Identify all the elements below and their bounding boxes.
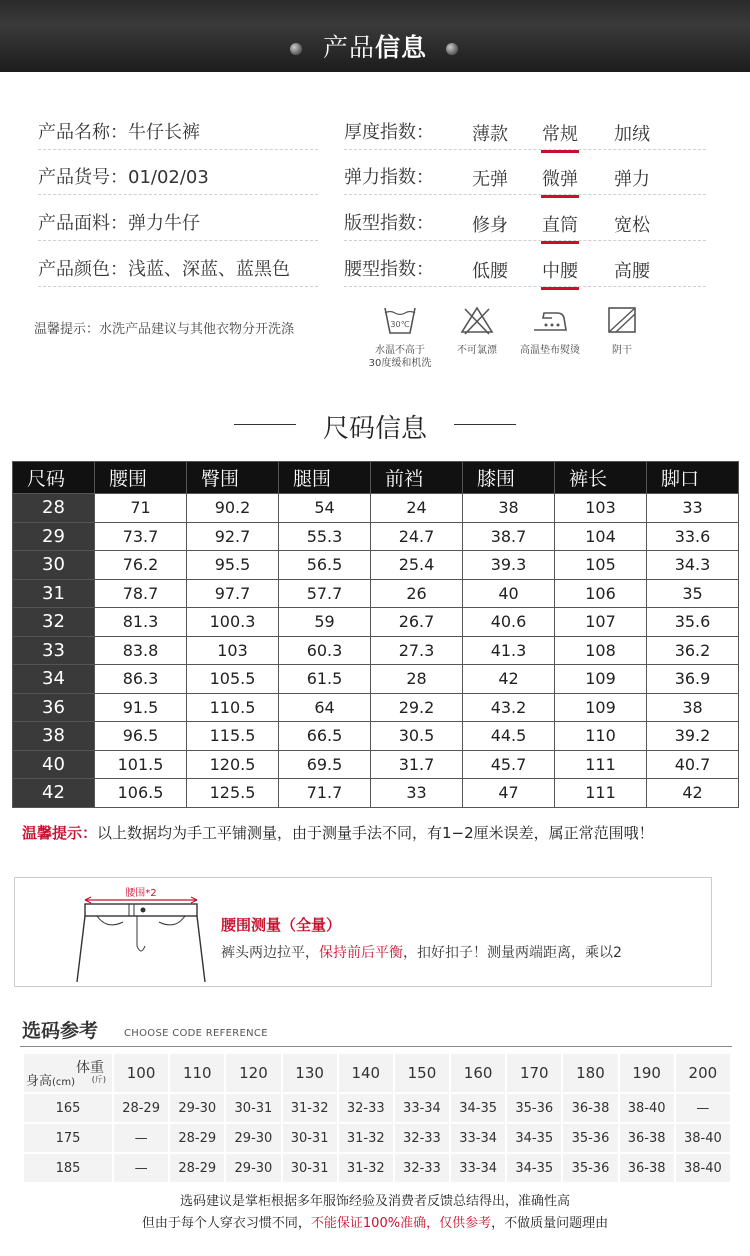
size-value-cell: 64: [279, 693, 371, 722]
banner-title-light: 产品: [322, 33, 375, 62]
index-option: 宽松: [614, 215, 650, 236]
heading-rule-right: [454, 424, 516, 425]
size-row: [13, 551, 739, 580]
reference-size-cell: 28-29: [170, 1124, 224, 1152]
size-value-cell: 92.7: [187, 522, 279, 551]
size-header-cell: 前裆: [371, 462, 463, 494]
size-row: [13, 494, 739, 523]
size-header-cell: 臀围: [187, 462, 279, 494]
size-label-cell: 42: [13, 779, 95, 808]
reference-corner-cell: [24, 1054, 112, 1092]
care-shade-dry-label: 阴干: [612, 345, 632, 356]
reference-size-cell: 33-34: [451, 1154, 505, 1182]
index-option-selected: 微弹: [542, 165, 578, 191]
size-value-cell: 34.3: [647, 551, 739, 580]
reference-size-cell: 35-36: [507, 1094, 561, 1122]
index-label: 厚度指数：: [344, 122, 434, 143]
product-color-row: [38, 243, 318, 287]
index-option: 加绒: [614, 124, 650, 145]
reference-size-cell: —: [114, 1124, 168, 1152]
product-info-banner: [0, 0, 750, 72]
size-value-cell: 44.5: [463, 722, 555, 751]
size-label-cell: 36: [13, 693, 95, 722]
size-value-cell: 66.5: [279, 722, 371, 751]
size-value-cell: 30.5: [371, 722, 463, 751]
wash-30-icon: [382, 304, 418, 336]
weight-label: 体重: [76, 1060, 104, 1076]
size-value-cell: 33: [371, 779, 463, 808]
jeans-waist-diagram: [71, 886, 211, 982]
size-value-cell: 71.7: [279, 779, 371, 808]
reference-size-cell: 36-38: [620, 1154, 674, 1182]
size-value-cell: 105.5: [187, 665, 279, 694]
size-label-cell: 28: [13, 494, 95, 523]
reference-size-cell: 31-32: [283, 1094, 337, 1122]
reference-size-cell: 36-38: [620, 1124, 674, 1152]
size-row: [13, 779, 739, 808]
care-shade-dry: [577, 304, 667, 357]
size-value-cell: 71: [95, 494, 187, 523]
reference-header-row: [24, 1054, 730, 1092]
size-row: [13, 693, 739, 722]
size-value-cell: 103: [187, 636, 279, 665]
size-label-cell: 38: [13, 722, 95, 751]
index-option: 薄款: [472, 124, 508, 145]
reference-size-cell: 36-38: [563, 1094, 617, 1122]
size-value-cell: 24.7: [371, 522, 463, 551]
size-value-cell: 106.5: [95, 779, 187, 808]
size-value-cell: 111: [555, 750, 647, 779]
size-value-cell: 43.2: [463, 693, 555, 722]
reference-size-cell: 38-40: [676, 1154, 730, 1182]
size-value-cell: 38: [463, 494, 555, 523]
reference-size-cell: 34-35: [507, 1124, 561, 1152]
size-value-cell: 45.7: [463, 750, 555, 779]
size-value-cell: 55.3: [279, 522, 371, 551]
weight-header-cell: 170: [507, 1054, 561, 1092]
reference-row: [24, 1124, 730, 1152]
size-value-cell: 101.5: [95, 750, 187, 779]
index-label: 版型指数：: [344, 213, 434, 234]
weight-header-cell: 100: [114, 1054, 168, 1092]
measure-warning: [22, 822, 654, 843]
size-value-cell: 39.3: [463, 551, 555, 580]
height-unit: (cm): [52, 1077, 76, 1088]
size-value-cell: 35.6: [647, 608, 739, 637]
reference-size-cell: 29-30: [226, 1124, 280, 1152]
size-value-cell: 106: [555, 579, 647, 608]
reference-size-cell: 32-33: [395, 1124, 449, 1152]
index-option: 低腰: [472, 261, 508, 282]
size-row: [13, 579, 739, 608]
index-row: [344, 106, 706, 150]
size-value-cell: 109: [555, 693, 647, 722]
care-no-bleach-label: 不可氯漂: [457, 345, 497, 356]
size-value-cell: 38.7: [463, 522, 555, 551]
no-bleach-icon: [459, 304, 495, 336]
size-row: [13, 665, 739, 694]
product-fabric: 产品面料：弹力牛仔: [38, 213, 200, 234]
size-value-cell: 26.7: [371, 608, 463, 637]
height-cell: 165: [24, 1094, 112, 1122]
shade-dry-icon: [604, 304, 640, 336]
reference-title: 选码参考: [22, 1020, 99, 1042]
reference-size-cell: 30-31: [283, 1154, 337, 1182]
size-label-cell: 34: [13, 665, 95, 694]
index-option-selected: 直筒: [542, 211, 578, 237]
size-value-cell: 60.3: [279, 636, 371, 665]
size-label-cell: 33: [13, 636, 95, 665]
product-name: 产品名称：牛仔长裤: [38, 122, 200, 143]
care-iron-label: 高温垫布熨烫: [520, 345, 580, 356]
index-row: [344, 197, 706, 241]
size-value-cell: 36.2: [647, 636, 739, 665]
reference-size-cell: 28-29: [170, 1154, 224, 1182]
weight-header-cell: 190: [620, 1054, 674, 1092]
reference-size-cell: 38-40: [676, 1124, 730, 1152]
reference-size-cell: 38-40: [620, 1094, 674, 1122]
product-fabric-row: [38, 197, 318, 241]
size-value-cell: 36.9: [647, 665, 739, 694]
reference-size-cell: 34-35: [451, 1094, 505, 1122]
size-table-header: [13, 462, 739, 494]
index-row: [344, 243, 706, 287]
reference-size-cell: 29-30: [170, 1094, 224, 1122]
size-value-cell: 42: [463, 665, 555, 694]
size-value-cell: 59: [279, 608, 371, 637]
size-value-cell: 39.2: [647, 722, 739, 751]
size-value-cell: 33: [647, 494, 739, 523]
measure-desc: 裤头两边拉平，保持前后平衡，扣好扣子！测量两端距离，乘以2: [221, 945, 622, 961]
reference-size-cell: 32-33: [395, 1154, 449, 1182]
size-value-cell: 40: [463, 579, 555, 608]
size-value-cell: 100.3: [187, 608, 279, 637]
size-value-cell: 120.5: [187, 750, 279, 779]
svg-text:30℃: 30℃: [390, 320, 410, 329]
size-value-cell: 29.2: [371, 693, 463, 722]
height-cell: 185: [24, 1154, 112, 1182]
reference-size-cell: 35-36: [563, 1154, 617, 1182]
size-value-cell: 31.7: [371, 750, 463, 779]
size-value-cell: 90.2: [187, 494, 279, 523]
size-value-cell: 115.5: [187, 722, 279, 751]
warning-prefix: 温馨提示：: [22, 824, 98, 842]
reference-size-cell: 34-35: [507, 1154, 561, 1182]
warning-text: 以上数据均为手工平铺测量，由于测量手法不同，有1−2厘米误差，属正常范围哦！: [97, 824, 654, 842]
size-value-cell: 95.5: [187, 551, 279, 580]
banner-title-bold: 信息: [375, 33, 428, 62]
size-row: [13, 722, 739, 751]
weight-header-cell: 200: [676, 1054, 730, 1092]
reference-size-cell: 29-30: [226, 1154, 280, 1182]
size-value-cell: 69.5: [279, 750, 371, 779]
size-value-cell: 110.5: [187, 693, 279, 722]
size-value-cell: 97.7: [187, 579, 279, 608]
size-header-cell: 裤长: [555, 462, 647, 494]
size-value-cell: 56.5: [279, 551, 371, 580]
weight-header-cell: 180: [563, 1054, 617, 1092]
decor-dot-icon: [446, 43, 458, 55]
waist-figure-label: 腰围*2: [125, 888, 157, 899]
weight-header-cell: 150: [395, 1054, 449, 1092]
reference-size-cell: 30-31: [283, 1124, 337, 1152]
height-label-wrap: [26, 1070, 75, 1089]
reference-size-cell: —: [676, 1094, 730, 1122]
size-value-cell: 108: [555, 636, 647, 665]
size-value-cell: 96.5: [95, 722, 187, 751]
size-value-cell: 125.5: [187, 779, 279, 808]
size-value-cell: 73.7: [95, 522, 187, 551]
reference-rule: [20, 1046, 732, 1047]
size-value-cell: 57.7: [279, 579, 371, 608]
size-value-cell: 47: [463, 779, 555, 808]
size-table: [12, 461, 739, 808]
size-value-cell: 27.3: [371, 636, 463, 665]
product-code: 产品货号：01/02/03: [38, 167, 209, 188]
weight-header-cell: 160: [451, 1054, 505, 1092]
index-option: 弹力: [614, 169, 650, 190]
size-value-cell: 86.3: [95, 665, 187, 694]
size-value-cell: 54: [279, 494, 371, 523]
size-label-cell: 30: [13, 551, 95, 580]
index-row: [344, 151, 706, 195]
reference-size-cell: 28-29: [114, 1094, 168, 1122]
size-header-cell: 膝围: [463, 462, 555, 494]
weight-header-cell: 120: [226, 1054, 280, 1092]
size-value-cell: 110: [555, 722, 647, 751]
weight-header-cell: 140: [339, 1054, 393, 1092]
size-label-cell: 29: [13, 522, 95, 551]
index-option-selected: 常规: [542, 120, 578, 146]
reference-size-cell: 31-32: [339, 1124, 393, 1152]
reference-size-cell: 30-31: [226, 1094, 280, 1122]
reference-size-cell: 35-36: [563, 1124, 617, 1152]
wash-tip: 温馨提示：水洗产品建议与其他衣物分开洗涤: [34, 322, 295, 337]
size-value-cell: 111: [555, 779, 647, 808]
index-option: 无弹: [472, 169, 508, 190]
size-value-cell: 42: [647, 779, 739, 808]
footer-note-1: 选码建议是掌柜根据多年服饰经验及消费者反馈总结得出，准确性高: [179, 1194, 570, 1209]
size-value-cell: 91.5: [95, 693, 187, 722]
height-label: 身高: [26, 1074, 53, 1089]
product-name-row: [38, 106, 318, 150]
size-row: [13, 522, 739, 551]
iron-icon: [530, 304, 570, 336]
product-color: 产品颜色：浅蓝、深蓝、蓝黑色: [38, 259, 290, 280]
size-value-cell: 40.7: [647, 750, 739, 779]
reference-size-cell: 33-34: [395, 1094, 449, 1122]
size-label-cell: 40: [13, 750, 95, 779]
reference-size-cell: 33-34: [451, 1124, 505, 1152]
reference-size-cell: —: [114, 1154, 168, 1182]
reference-subtitle: CHOOSE CODE REFERENCE: [124, 1028, 268, 1039]
size-value-cell: 61.5: [279, 665, 371, 694]
weight-header-cell: 110: [170, 1054, 224, 1092]
footer-note-2: 但由于每个人穿衣习惯不同，不能保证100%准确，仅供参考，不做质量问题理由: [141, 1216, 609, 1231]
size-row: [13, 608, 739, 637]
index-option-selected: 中腰: [542, 257, 578, 283]
size-label-cell: 31: [13, 579, 95, 608]
weight-unit: (斤): [91, 1075, 106, 1084]
size-row: [13, 750, 739, 779]
size-value-cell: 40.6: [463, 608, 555, 637]
waist-measure-box: [14, 877, 712, 987]
size-value-cell: 83.8: [95, 636, 187, 665]
index-option: 高腰: [614, 261, 650, 282]
size-value-cell: 104: [555, 522, 647, 551]
size-row: [13, 636, 739, 665]
product-code-row: [38, 151, 318, 195]
weight-header-cell: 130: [283, 1054, 337, 1092]
banner-title: [0, 28, 750, 64]
size-value-cell: 105: [555, 551, 647, 580]
size-value-cell: 103: [555, 494, 647, 523]
reference-size-cell: 32-33: [339, 1094, 393, 1122]
index-label: 腰型指数：: [344, 259, 434, 280]
size-value-cell: 107: [555, 608, 647, 637]
size-value-cell: 41.3: [463, 636, 555, 665]
size-value-cell: 24: [371, 494, 463, 523]
care-wash-label: 水温不高于 30度缓和机洗: [368, 345, 432, 369]
size-value-cell: 38: [647, 693, 739, 722]
size-value-cell: 26: [371, 579, 463, 608]
size-heading: 尺码信息: [322, 414, 427, 444]
reference-size-cell: 31-32: [339, 1154, 393, 1182]
reference-row: [24, 1094, 730, 1122]
size-header-cell: 脚口: [647, 462, 739, 494]
size-value-cell: 81.3: [95, 608, 187, 637]
height-cell: 175: [24, 1124, 112, 1152]
size-label-cell: 32: [13, 608, 95, 637]
size-value-cell: 109: [555, 665, 647, 694]
size-header-cell: 尺码: [13, 462, 95, 494]
size-value-cell: 25.4: [371, 551, 463, 580]
index-label: 弹力指数：: [344, 167, 434, 188]
size-header-cell: 腰围: [95, 462, 187, 494]
measure-title: 腰围测量（全量）: [221, 916, 342, 934]
size-value-cell: 33.6: [647, 522, 739, 551]
size-value-cell: 35: [647, 579, 739, 608]
reference-row: [24, 1154, 730, 1182]
index-option: 修身: [472, 215, 508, 236]
size-header-cell: 腿围: [279, 462, 371, 494]
size-value-cell: 28: [371, 665, 463, 694]
size-value-cell: 76.2: [95, 551, 187, 580]
size-value-cell: 78.7: [95, 579, 187, 608]
size-reference-table: [22, 1052, 732, 1184]
